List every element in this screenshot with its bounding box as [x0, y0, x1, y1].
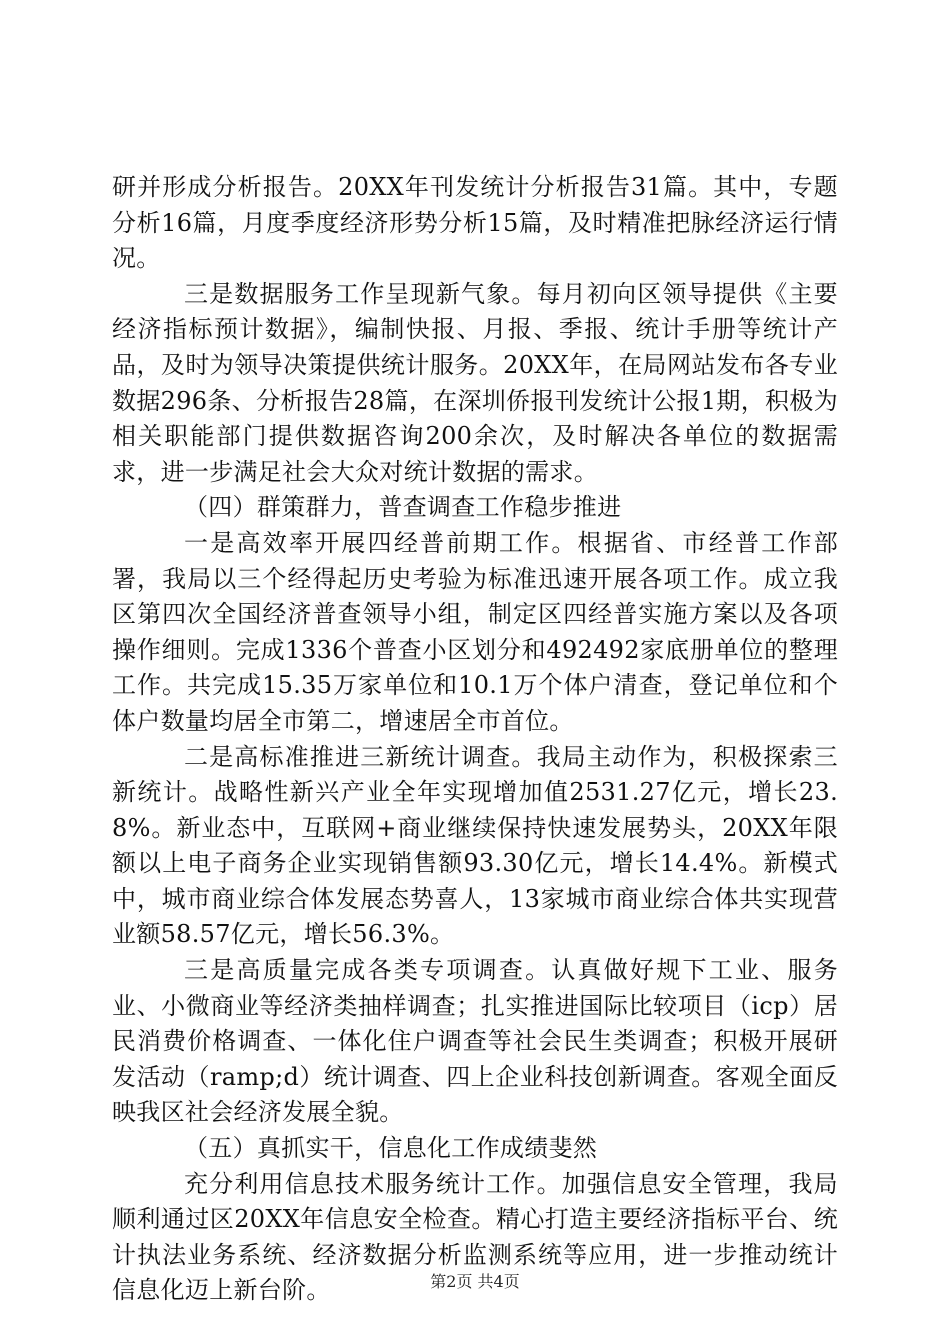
page-footer [0, 1269, 950, 1292]
document-body [112, 170, 838, 1309]
page-number-label: 第2页 共4页 [430, 1272, 520, 1291]
paragraph-economic-census: 一是高效率开展四经普前期工作。根据省、市经普工作部署，我局以三个经得起历史考验为标准迅速开展各项工作。成立我区第四次全国经济普查领导小组，制定区四经普实施方案以及各项操作细则。完成1336个普查小区划分和492492家底册单位的整理工作。共完成15.35万家单位和10.1万个体户清查，登记单位和个体户数量均居全市第二，增速居全市首位。 [112, 528, 838, 735]
paragraph-analysis-reports: 研并形成分析报告。20XX年刊发统计分析报告31篇。其中，专题分析16篇，月度季度经济形势分析15篇，及时精准把脉经济运行情况。 [112, 173, 838, 273]
paragraph-special-surveys: 三是高质量完成各类专项调查。认真做好规下工业、服务业、小微商业等经济类抽样调查；扎实推进国际比较项目（icp）居民消费价格调查、一体化住户调查等社会民生类调查；积极开展研发活动（ramp;d）统计调查、四上企业科技创新调查。客观全面反映我区社会经济发展全貌。 [112, 956, 838, 1127]
paragraph-new-economy-stats: 二是高标准推进三新统计调查。我局主动作为，积极探索三新统计。战略性新兴产业全年实现增加值2531.27亿元，增长23.8%。新业态中，互联网+商业继续保持快速发展势头，20XX年限额以上电子商务企业实现销售额93.30亿元，增长14.4%。新模式中，城市商业综合体发展态势喜人，13家城市商业综合体共实现营业额58.57亿元，增长56.3%。 [112, 742, 838, 949]
paragraph-data-services: 三是数据服务工作呈现新气象。每月初向区领导提供《主要经济指标预计数据》，编制快报、月报、季报、统计手册等统计产品，及时为领导决策提供统计服务。20XX年，在局网站发布各专业数据296条、分析报告28篇，在深圳侨报刊发统计公报1期，积极为相关职能部门提供数据咨询200余次，及时解决各单位的数据需求，进一步满足社会大众对统计数据的需求。 [112, 279, 838, 486]
paragraph-information-technology: 充分利用信息技术服务统计工作。加强信息安全管理，我局顺利通过区20XX年信息安全检查。精心打造主要经济指标平台、统计执法业务系统、经济数据分析监测系统等应用，进一步推动统计信息化迈上新台阶。 [112, 1169, 838, 1305]
section-heading-informatization: （五）真抓实干，信息化工作成绩斐然 [184, 1134, 598, 1163]
section-heading-census: （四）群策群力，普查调查工作稳步推进 [184, 493, 622, 522]
